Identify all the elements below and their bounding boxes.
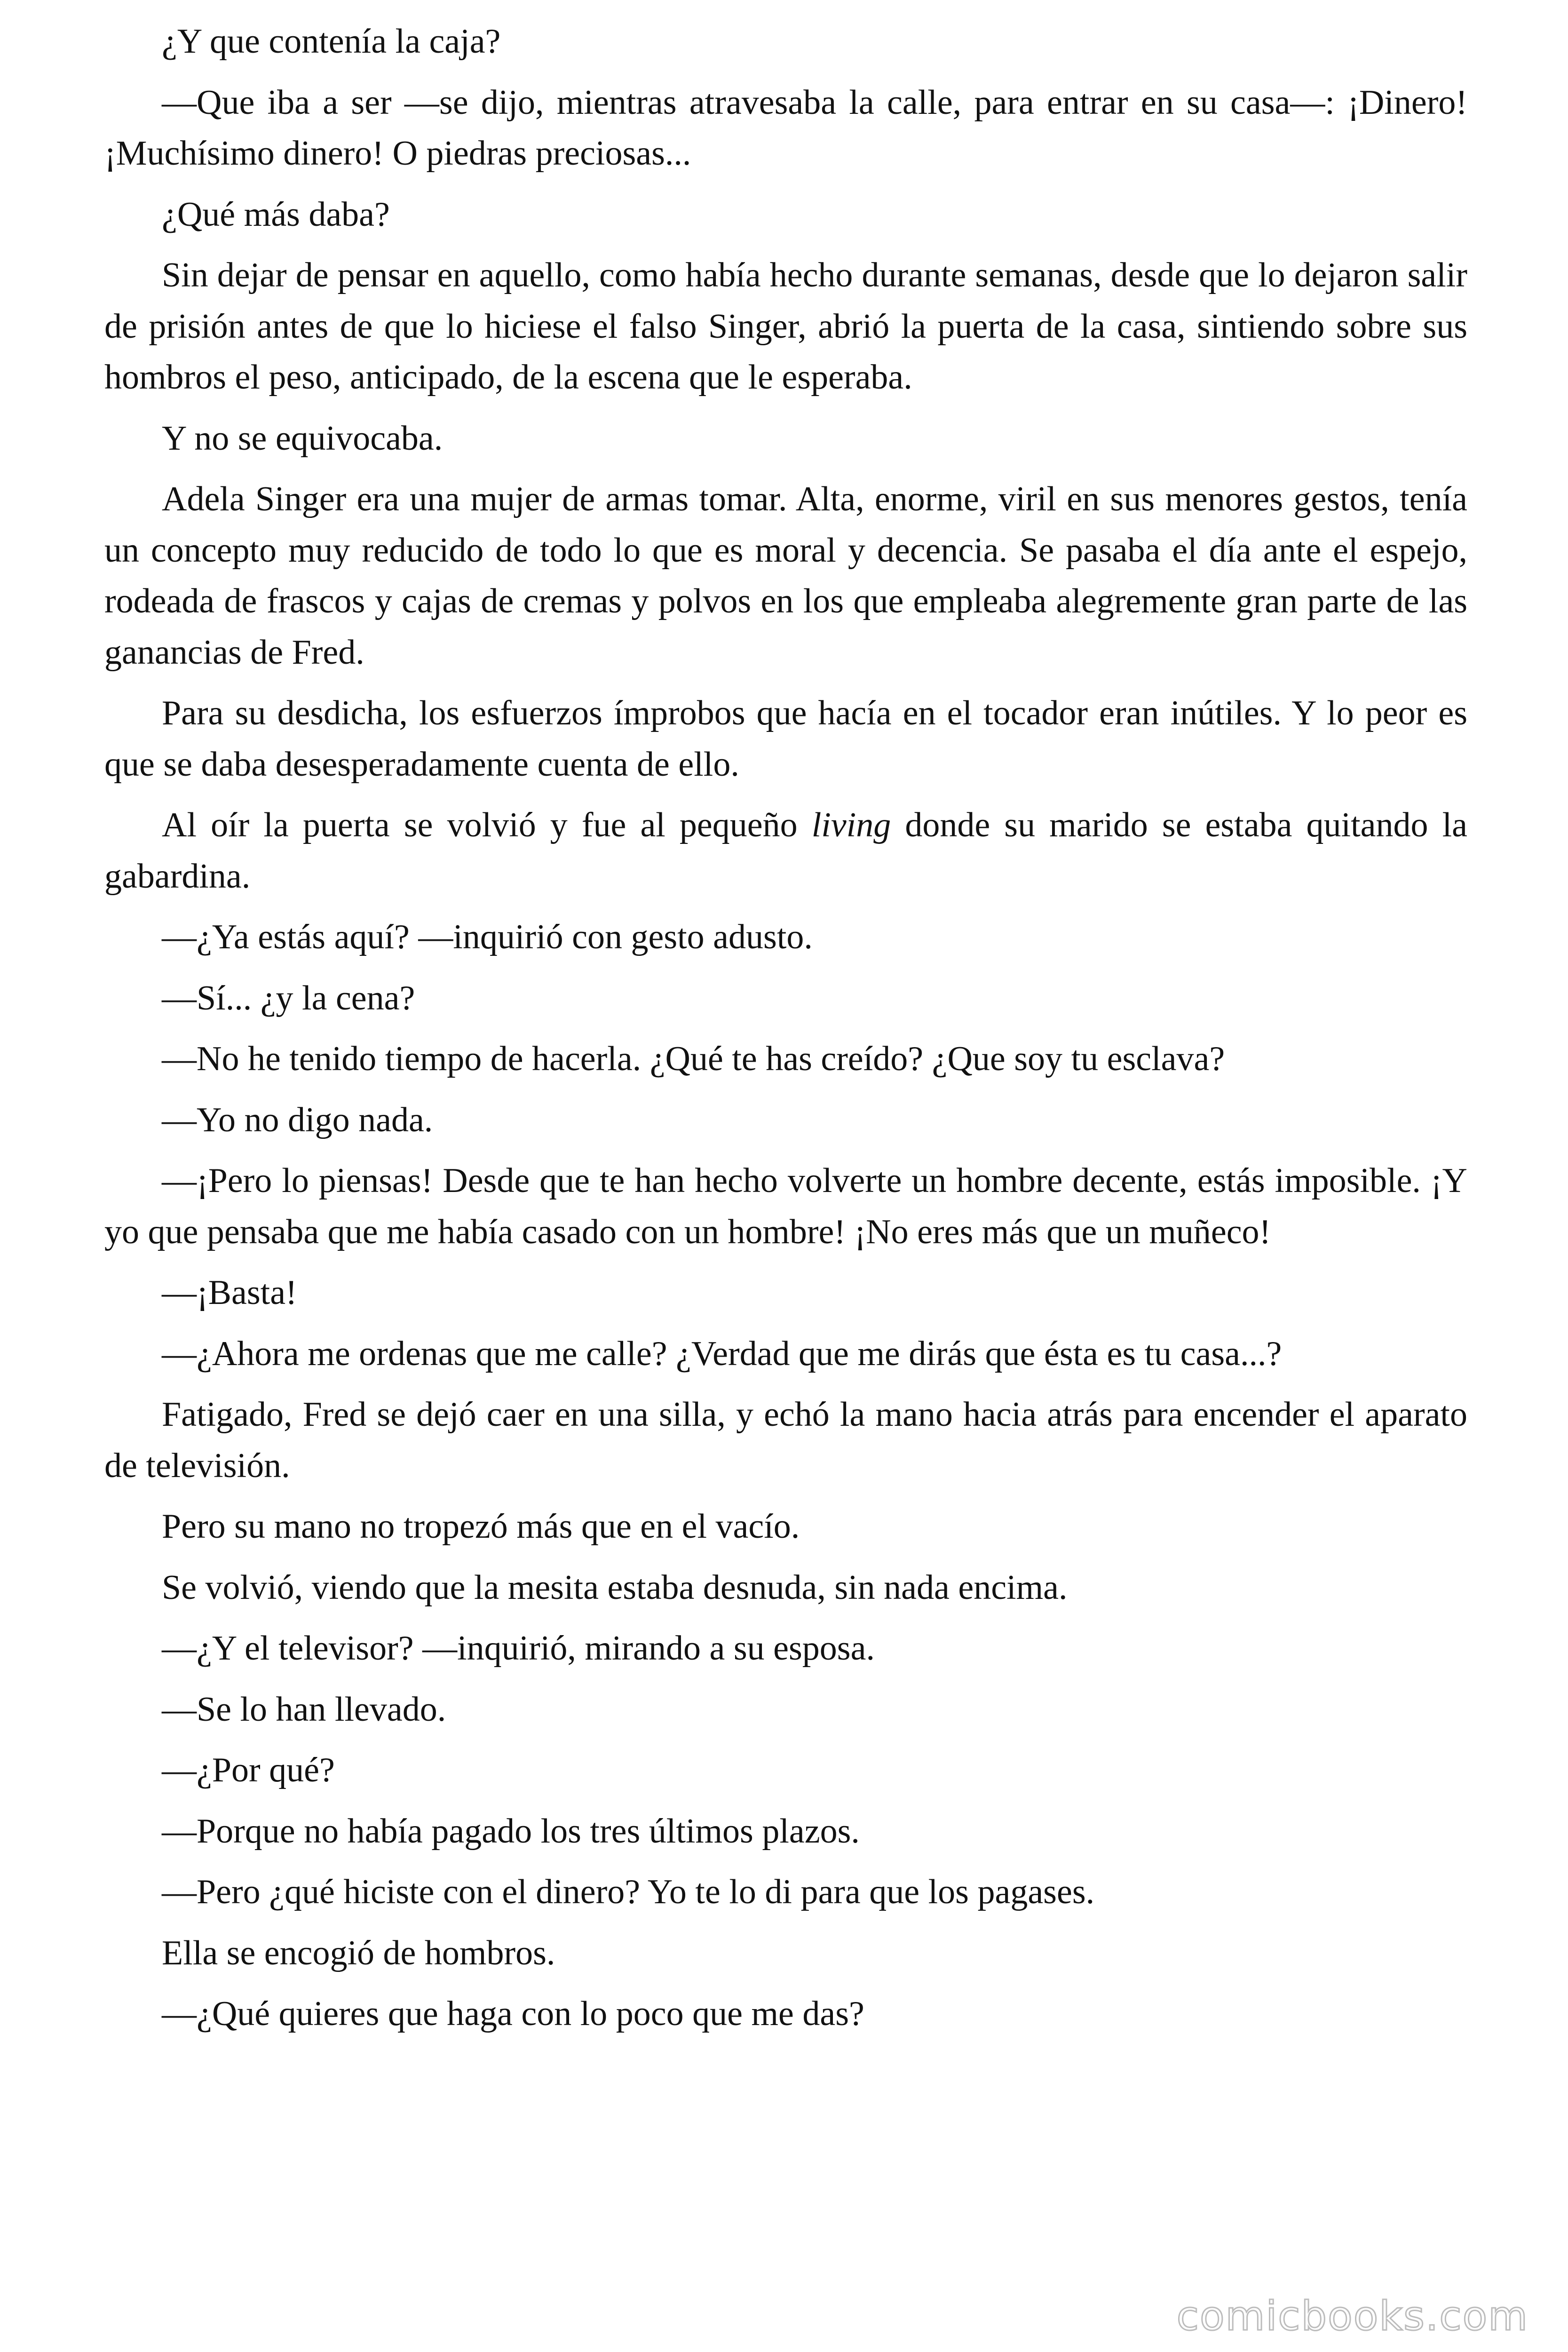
paragraph: —¿Qué quieres que haga con lo poco que me das?	[162, 1994, 864, 2033]
paragraph: Para su desdicha, los esfuerzos ímprobos que hacía en el tocador eran inútiles. Y lo peor es que se daba desesperadamente cuenta de ello.	[104, 694, 1467, 784]
paragraph: Y no se equivocaba.	[162, 419, 443, 458]
paragraph: —¿Ahora me ordenas que me calle? ¿Verdad que me dirás que ésta es tu casa...?	[162, 1334, 1282, 1373]
paragraph: —¿Por qué?	[162, 1751, 335, 1789]
paragraph: —Pero ¿qué hiciste con el dinero? Yo te lo di para que los pagases.	[162, 1873, 1095, 1911]
paragraph: —¿Ya estás aquí? —inquirió con gesto adusto.	[162, 918, 813, 956]
watermark: comicbooks.com	[1176, 2293, 1528, 2340]
paragraph: ¿Qué más daba?	[162, 195, 390, 234]
paragraph: —Sí... ¿y la cena?	[162, 978, 415, 1017]
page-body-text	[104, 16, 1467, 2050]
paragraph: —No he tenido tiempo de hacerla. ¿Qué te has creído? ¿Que soy tu esclava?	[162, 1040, 1225, 1078]
paragraph: Sin dejar de pensar en aquello, como había hecho durante semanas, desde que lo dejaron salir de prisión antes de que lo hiciese el falso Singer, abrió la puerta de la casa, sintiendo sobre sus hombros el peso, anticipado, de la escena que le esperaba.	[104, 256, 1467, 397]
paragraph: —¡Basta!	[162, 1273, 297, 1312]
paragraph: ¿Y que contenía la caja?	[162, 22, 501, 61]
paragraph-living	[104, 800, 1467, 902]
italic-word: living	[811, 806, 891, 844]
paragraph: —Que iba a ser —se dijo, mientras atravesaba la calle, para entrar en su casa—: ¡Dinero! ¡Muchísimo dinero! O piedras preciosas...	[104, 83, 1467, 173]
paragraph: Adela Singer era una mujer de armas tomar. Alta, enorme, viril en sus menores gestos, tenía un concepto muy reducido de todo lo que es moral y decencia. Se pasaba el día ante el espejo, rodeada de frascos y cajas de cremas y polvos en los que empleaba alegremente gran parte de las ganancias de Fred.	[104, 480, 1467, 672]
paragraph-text: Al oír la puerta se volvió y fue al pequeño	[162, 806, 812, 844]
paragraph: Fatigado, Fred se dejó caer en una silla, y echó la mano hacia atrás para encender el aparato de televisión.	[104, 1395, 1467, 1485]
paragraph-text: donde su marido se estaba quitando la gabardina.	[104, 806, 1468, 896]
paragraph: —¡Pero lo piensas! Desde que te han hecho volverte un hombre decente, estás imposible. ¡Y yo que pensaba que me había casado con un hombre! ¡No eres más que un muñeco!	[104, 1161, 1467, 1251]
paragraph: —Yo no digo nada.	[162, 1100, 433, 1139]
paragraph: Pero su mano no tropezó más que en el vacío.	[162, 1507, 800, 1546]
paragraph: —Porque no había pagado los tres últimos plazos.	[162, 1812, 860, 1851]
paragraph: —¿Y el televisor? —inquirió, mirando a su esposa.	[162, 1629, 875, 1668]
paragraph: Ella se encogió de hombros.	[162, 1933, 555, 1972]
paragraph: —Se lo han llevado.	[162, 1690, 446, 1729]
paragraph: Se volvió, viendo que la mesita estaba desnuda, sin nada encima.	[162, 1568, 1068, 1607]
